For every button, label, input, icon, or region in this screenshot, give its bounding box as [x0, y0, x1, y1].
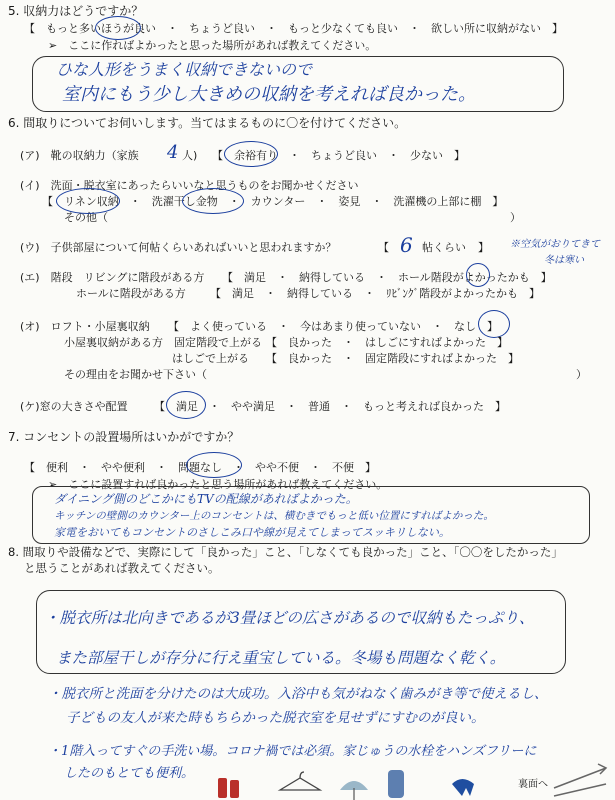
q6u-note-1: ※空気がおりてきて: [510, 239, 600, 250]
q8-answer-line4: 子どもの友人が来た時もちらかった脱衣室を見せずにすむのが良い。: [66, 710, 485, 726]
q6o-reason-close: ）: [576, 368, 587, 381]
q6-title: 6. 間取りについてお伺いします。当てはまるものに〇を付けてください。: [8, 116, 407, 130]
q6o-label: (オ) ロフト・小屋裏収納: [20, 320, 150, 333]
q6e-options-1: 【 満足 ・ 納得している ・ ホール階段がよかったかも 】: [222, 271, 552, 284]
q5-sub: ➢ ここに作ればよかったと思った場所があれば教えてください。: [48, 39, 377, 52]
q6a-options: 【 余裕有り ・ ちょうど良い ・ 少ない 】: [212, 149, 465, 162]
q6u-count: 6: [400, 233, 413, 257]
q6e-options-2: 【 満足 ・ 納得している ・ ﾘﾋﾞﾝｸﾞ階段がよかったかも 】: [210, 287, 540, 300]
q5-answer-line1: ひな人形をうまく収納できないので: [56, 60, 313, 79]
q6o-sub2-label: はしごで上がる: [172, 352, 249, 365]
q8-title-2: と思うことがあれば教えてください。: [24, 561, 220, 575]
q6i-options: 【 リネン収納 ・ 洗濯干し金物 ・ カウンター ・ 姿見 ・ 洗濯機の上部に棚 】: [42, 195, 504, 208]
q6u-label: (ウ) 子供部屋について何帖くらいあればいいと思われますか？: [20, 241, 337, 254]
arrow-icon: [554, 764, 606, 796]
q6o-sub2-options: 【 良かった ・ 固定階段にすればよかった 】: [266, 352, 519, 365]
q6i-other: その他（: [64, 211, 108, 224]
q6i-other-close: ）: [510, 211, 521, 224]
q6o-sub1-label: 小屋裏収納がある方 固定階段で上がる: [64, 336, 262, 349]
scarf-icon: [452, 779, 474, 796]
q6e-label-2: ホールに階段がある方: [76, 287, 186, 300]
q7-options: 【 便利 ・ やや便利 ・ 問題なし ・ やや不便 ・ 不便 】: [24, 461, 376, 474]
q7-answer-line1: ダイニング側のどこかにもTVの配線があればよかった。: [54, 492, 358, 506]
q6u-unit: 帖くらい: [422, 241, 466, 254]
q6i-label: (イ) 洗面・脱衣室にあったらいいなと思うものをお聞かせください: [20, 179, 359, 192]
umbrella-icon: [340, 781, 368, 800]
hanger-icon: [280, 772, 320, 790]
q6u-note-2: 冬は寒い: [544, 255, 584, 266]
q6a-label: (ア) 靴の収納力（家族: [20, 149, 139, 162]
q6ke-label: (ケ)窓の大きさや配置: [20, 400, 128, 413]
q8-answer-line3: ・脱衣所と洗面を分けたのは大成功。入浴中も気がねなく歯みがき等で使えるし、: [48, 686, 548, 702]
q6o-options: 【 よく使っている ・ 今はあまり使っていない ・ なし 】: [168, 320, 498, 333]
q6o-sub1-options: 【 良かった ・ はしごにすればよかった 】: [266, 336, 508, 349]
q5-title: 5. 収納力はどうですか？: [8, 4, 144, 18]
q6a-family-count: 4: [167, 142, 179, 163]
q8-answer-line5: ・1階入ってすぐの手洗い場。コロナ禍では必須。家じゅうの水栓をハンズフリーに: [48, 744, 537, 759]
q6u-bracket-close: 】: [478, 241, 489, 254]
q7-sub: ➢ ここに設置すれば良かったと思う場所があれば教えてください。: [48, 478, 388, 491]
q8-answer-line6: したのもとても便利。: [64, 766, 195, 781]
q6e-label: (エ) 階段 リビングに階段がある方: [20, 271, 205, 284]
next-page-label: 裏面へ: [518, 779, 548, 790]
q8-title: 8. 間取りや設備などで、実際にして「良かった」こと、「しなくても良かった」こと、「〇〇をしたかった」: [8, 545, 563, 559]
q7-title: 7. コンセントの設置場所はいかがですか？: [8, 430, 240, 444]
q7-answer-line2: キッチンの壁側のカウンター上のコンセントは、横むきでもっと低い位置にすればよかった。: [54, 510, 494, 522]
q8-answer-line1: ・脱衣所は北向きであるが3畳ほどの広さがあるので収納もたっぷり、: [44, 609, 535, 627]
q6o-reason: その理由をお聞かせ下さい（: [64, 368, 207, 381]
q5-options: 【 もっと多いほうが良い ・ ちょうど良い ・ もっと少なくても良い ・ 欲しい所に収納がない 】: [24, 22, 563, 35]
socks-icon: [218, 778, 239, 798]
q8-answer-line2: また部屋干しが存分に行え重宝している。冬場も問題なく乾く。: [56, 649, 506, 667]
q5-answer-line2: 室内にもう少し大きめの収納を考えれば良かった。: [62, 84, 476, 105]
q6u-bracket-open: 【: [378, 241, 389, 254]
q6ke-options: 【 満足 ・ やや満足 ・ 普通 ・ もっと考えれば良かった 】: [154, 400, 506, 413]
q6a-suffix: 人): [182, 149, 198, 162]
q7-answer-line3: 家電をおいてもコンセントのさしこみ口や線が見えてしまってスッキリしない。: [54, 526, 450, 539]
raincoat-icon: [388, 770, 404, 798]
